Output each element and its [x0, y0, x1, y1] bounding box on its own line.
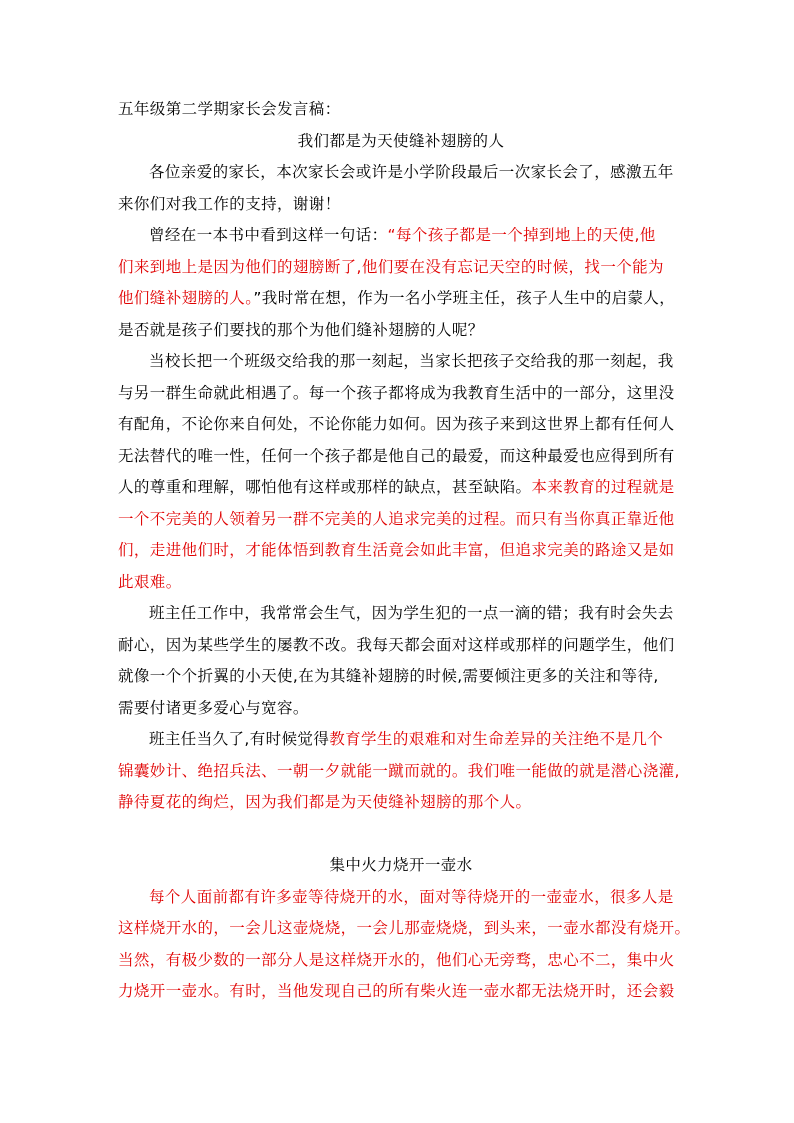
paragraph-line: 耐心，因为某些学生的屡教不改。我每天都会面对这样或那样的问题学生，他们	[118, 635, 675, 654]
paragraph-line: 们，走进他们时，才能体悟到教育生活竟会如此丰富，但追求完美的路途又是如	[118, 541, 675, 559]
paragraph-line: 力烧开一壶水。有时，当他发现自己的所有柴火连一壶水都无法烧开时，还会毅	[118, 982, 675, 1000]
paragraph-line: 与另一群生命就此相遇了。每一个孩子都将成为我教育生活中的一部分，这里没	[118, 383, 675, 402]
paragraph-line: 有配角，不论你来自何处，不论你能力如何。因为孩子来到这世界上都有任何人	[118, 415, 675, 433]
highlighted-text: “每个孩子都是一个掉到地上的天使,他	[387, 226, 656, 244]
paragraph-line: 当校长把一个班级交给我的那一刻起，当家长把孩子交给我的那一刻起，我	[149, 352, 674, 370]
paragraph-line: 无法替代的唯一性，任何一个孩子都是他自己的最爱，而这种最爱也应得到所有	[118, 446, 675, 465]
paragraph-greeting	[118, 157, 684, 220]
paragraph-line: 需要付诸更多爱心与宽容。	[118, 698, 309, 717]
highlighted-text: 本来教育的过程就是	[531, 478, 675, 496]
paragraph-line: 班主任工作中，我常常会生气，因为学生犯的一点一滴的错；我有时会失去	[149, 604, 674, 622]
paragraph-line: 静待夏花的绚烂，因为我们都是为天使缝补翅膀的那个人。	[118, 793, 532, 811]
document-page	[118, 94, 691, 1008]
highlighted-text: 教育学生的艰难和对生命差异的关注绝不是几个	[329, 730, 664, 748]
paragraph-line: 就像一个个折翼的小天使,在为其缝补翅膀的时候,需要倾注更多的关注和等待,	[118, 667, 659, 685]
text-span: 曾经在一本书中看到这样一句话：	[149, 226, 388, 244]
paragraph-line: 这样烧开水的，一会儿这壶烧烧，一会儿那壶烧烧，到头来，一壶水都没有烧开。	[118, 919, 691, 937]
paragraph-conclusion	[118, 724, 684, 819]
paragraph-line: 此艰难。	[118, 572, 182, 591]
paragraph-line: 一个不完美的人领着另一群不完美的人追求完美的过程。而只有当你真正靠近他	[118, 509, 675, 528]
speech-title: 我们都是为天使缝补翅膀的人	[297, 131, 505, 150]
paragraph-boiling-water	[118, 882, 691, 1008]
text-span: ”我时常在想，作为一名小学班主任，孩子人生中的启蒙人，	[253, 289, 676, 307]
paragraph-line	[118, 724, 684, 756]
paragraph-quote	[118, 220, 684, 346]
paragraph-work	[118, 598, 684, 724]
paragraph-line: 当然，有极少数的一部分人是这样烧开水的，他们心无旁骛，忠心不二，集中火	[118, 950, 675, 969]
section-title: 集中火力烧开一壶水	[329, 856, 473, 874]
paragraph-line: 各位亲爱的家长，本次家长会或许是小学阶段最后一次家长会了，感激五年	[149, 163, 674, 181]
paragraph-line	[118, 220, 684, 252]
highlighted-text: 他们缝补翅膀的人。	[118, 289, 254, 307]
paragraph-line: 们来到地上是因为他们的翅膀断了,他们要在没有忘记天空的时候，找一个能为	[118, 257, 664, 276]
paragraph-line: 每个人面前都有许多壶等待烧开的水，面对等待烧开的一壶壶水，很多人是	[149, 887, 674, 906]
paragraph-encounter	[118, 346, 684, 598]
spacer	[118, 819, 684, 851]
paragraph-line	[118, 472, 684, 504]
document-header: 五年级第二学期家长会发言稿：	[118, 100, 341, 118]
paragraph-line: 锦囊妙计、绝招兵法、一朝一夕就能一蹴而就的。我们唯一能做的就是潜心浇灌,	[118, 761, 680, 780]
text-span: 人的尊重和理解，哪怕他有这样或那样的缺点，甚至缺陷。	[118, 478, 532, 496]
paragraph-line: 是否就是孩子们要找的那个为他们缝补翅膀的人呢？	[118, 320, 484, 339]
text-span: 班主任当久了,有时候觉得	[149, 730, 330, 748]
paragraph-line	[118, 283, 684, 315]
paragraph-line: 来你们对我工作的支持，谢谢！	[118, 194, 341, 213]
